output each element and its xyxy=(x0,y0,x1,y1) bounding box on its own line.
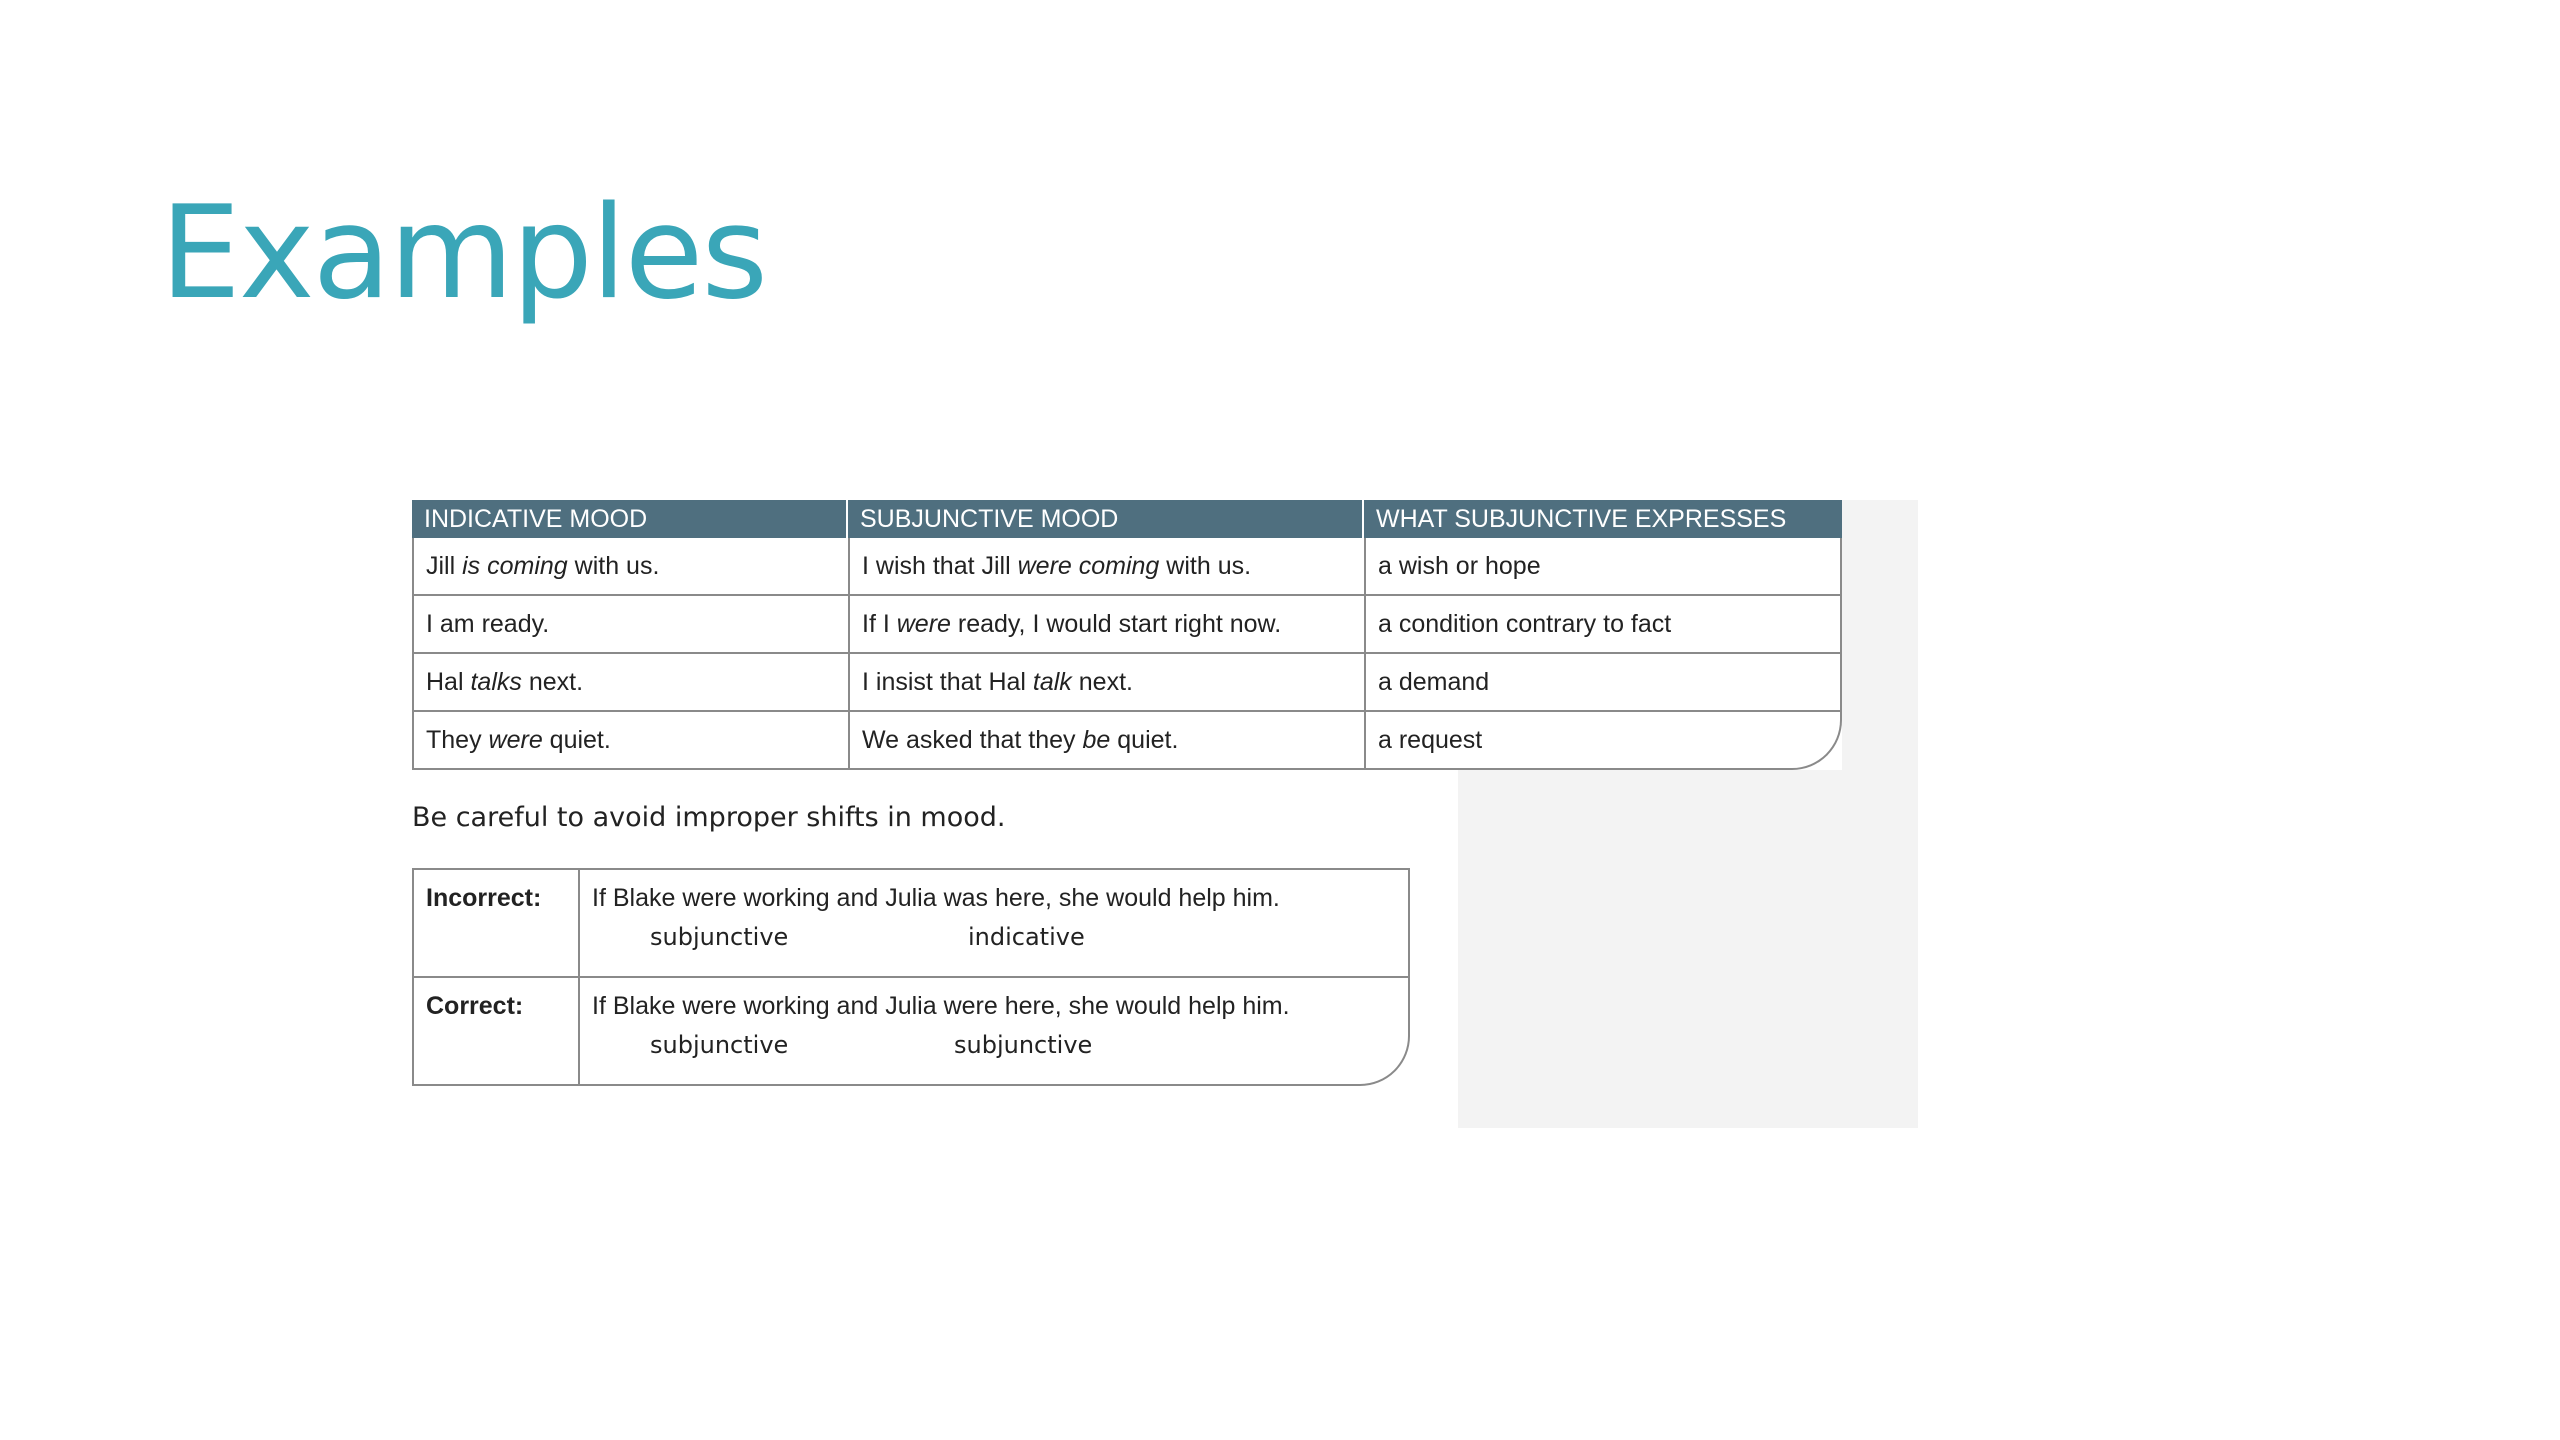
row-label-text: Incorrect: xyxy=(426,884,542,912)
cell-verb: talks xyxy=(470,667,522,696)
verb-mood-tags xyxy=(592,1027,1396,1067)
row-label-text: Correct: xyxy=(426,992,524,1020)
first-verb-tag: subjunctive xyxy=(650,1031,789,1059)
cell-text: I insist that Hal xyxy=(862,667,1033,696)
subjunctive-cell xyxy=(848,712,1364,770)
subjunctive-cell xyxy=(848,538,1364,596)
cell-text: with us. xyxy=(567,551,660,580)
cell-text: If I xyxy=(862,609,897,638)
indicative-cell xyxy=(412,538,848,596)
table-row xyxy=(412,596,1842,654)
slide-title: Examples xyxy=(160,179,766,328)
expresses-cell: a wish or hope xyxy=(1364,538,1842,596)
mood-table xyxy=(412,500,1842,770)
cell-verb: were xyxy=(896,609,951,638)
cell-text: I wish that Jill xyxy=(862,551,1018,580)
header-indicative-mood: INDICATIVE MOOD xyxy=(412,500,848,538)
second-verb-tag: subjunctive xyxy=(954,1031,1093,1059)
cell-text: I am ready. xyxy=(426,609,550,638)
cell-text: ready, I would start right now. xyxy=(950,609,1282,638)
expresses-cell: a condition contrary to fact xyxy=(1364,596,1842,654)
indicative-cell xyxy=(412,712,848,770)
table-row xyxy=(412,712,1842,770)
table-row-correct xyxy=(412,976,1410,1086)
first-verb-tag: subjunctive xyxy=(650,923,789,951)
example-sentence: If Blake were working and Julia were here, she would help him. xyxy=(592,992,1290,1020)
cell-text: We asked that they xyxy=(862,725,1083,754)
subjunctive-cell xyxy=(848,596,1364,654)
cell-text: with us. xyxy=(1159,551,1252,580)
row-label xyxy=(412,868,578,976)
expresses-cell: a demand xyxy=(1364,654,1842,712)
cell-text: next. xyxy=(1071,667,1133,696)
mood-shift-caution: Be careful to avoid improper shifts in mood. xyxy=(412,802,1006,833)
mood-shift-table xyxy=(412,868,1410,1086)
table-row xyxy=(412,538,1842,596)
second-verb-tag: indicative xyxy=(968,923,1085,951)
header-what-subjunctive-expresses: WHAT SUBJUNCTIVE EXPRESSES xyxy=(1364,500,1842,538)
cell-text: quiet. xyxy=(542,725,611,754)
example-sentence: If Blake were working and Julia was here, she would help him. xyxy=(592,884,1280,912)
mood-table-header-row xyxy=(412,500,1842,538)
cell-text: quiet. xyxy=(1110,725,1179,754)
cell-verb: were xyxy=(488,725,543,754)
cell-verb: talk xyxy=(1032,667,1072,696)
cell-verb: is coming xyxy=(462,551,568,580)
cell-text: They xyxy=(426,725,489,754)
table-row xyxy=(412,654,1842,712)
cell-text: next. xyxy=(521,667,584,696)
table-row-incorrect xyxy=(412,868,1410,976)
example-cell xyxy=(578,868,1410,976)
indicative-cell xyxy=(412,596,848,654)
header-subjunctive-mood: SUBJUNCTIVE MOOD xyxy=(848,500,1364,538)
figure-background-strip xyxy=(1854,500,1918,780)
expresses-cell: a request xyxy=(1364,712,1842,770)
cell-verb: be xyxy=(1082,725,1111,754)
examples-figure xyxy=(412,500,1918,1128)
indicative-cell xyxy=(412,654,848,712)
cell-text: Hal xyxy=(426,667,471,696)
verb-mood-tags xyxy=(592,919,1396,959)
cell-text: Jill xyxy=(426,551,463,580)
example-cell xyxy=(578,976,1410,1086)
subjunctive-cell xyxy=(848,654,1364,712)
row-label xyxy=(412,976,578,1086)
cell-verb: were coming xyxy=(1017,551,1160,580)
